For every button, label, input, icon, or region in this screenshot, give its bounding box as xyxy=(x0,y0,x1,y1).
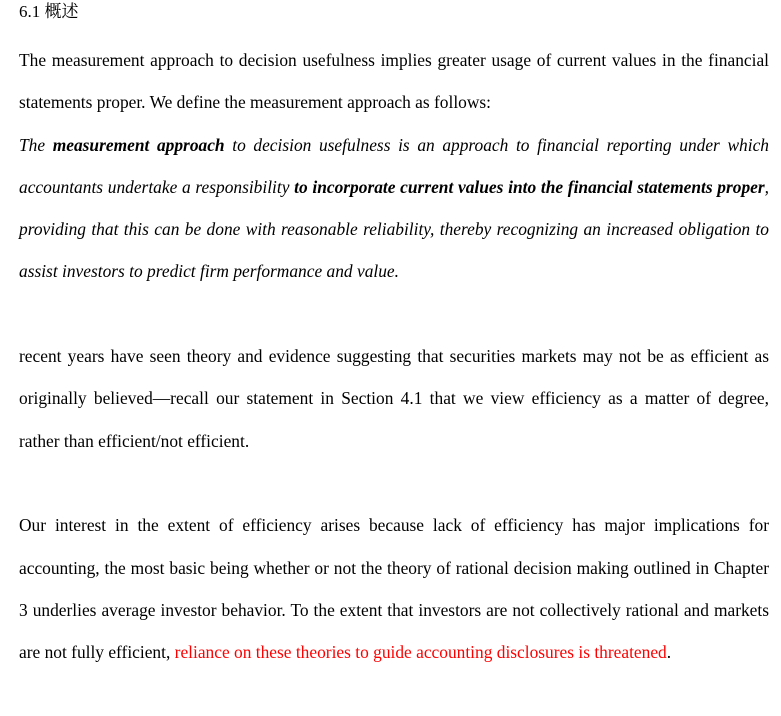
efficiency-paragraph: recent years have seen theory and evidence suggesting that securities markets may not be as efficient as originally believed—recall our statement in Section 4.1 that we view efficiency as a matter of degree, rather than efficient/not efficient. xyxy=(19,346,769,451)
definition-bold-term: measurement approach xyxy=(52,134,225,155)
implications-text: Our interest in the extent of efficiency arises because lack of efficiency has major implications for accounting, the most basic being whether or not the theory of rational decision making outlined in Chapter 3 underlies average investor behavior. To the extent that investors are not collectively rational and markets are not fully efficient, xyxy=(19,515,769,663)
definition-text-1: The xyxy=(19,134,53,155)
highlighted-text: reliance on these theories to guide accounting disclosures is threatened xyxy=(174,642,667,663)
intro-paragraph: The measurement approach to decision usefulness implies greater usage of current values in the financial statements proper. We define the measurement approach as follows: xyxy=(19,50,769,113)
implications-paragraph xyxy=(19,504,769,673)
definition-bold-phrase: to incorporate current values into the financial statements proper xyxy=(294,176,765,197)
definition-text-3: , providing that this can be done with reasonable reliability, thereby recognizing an increased obligation to assist investors to predict firm performance and value. xyxy=(19,176,769,282)
implications-end: . xyxy=(666,642,672,663)
paragraph-spacer xyxy=(19,293,769,335)
paragraph-spacer xyxy=(19,462,769,504)
definition-text-2: to decision usefulness is an approach to financial reporting under which accountants undertake a responsibility xyxy=(19,134,769,197)
document-page xyxy=(19,0,769,673)
section-heading: 6.1 概述 xyxy=(19,2,79,21)
definition-paragraph xyxy=(19,124,769,293)
